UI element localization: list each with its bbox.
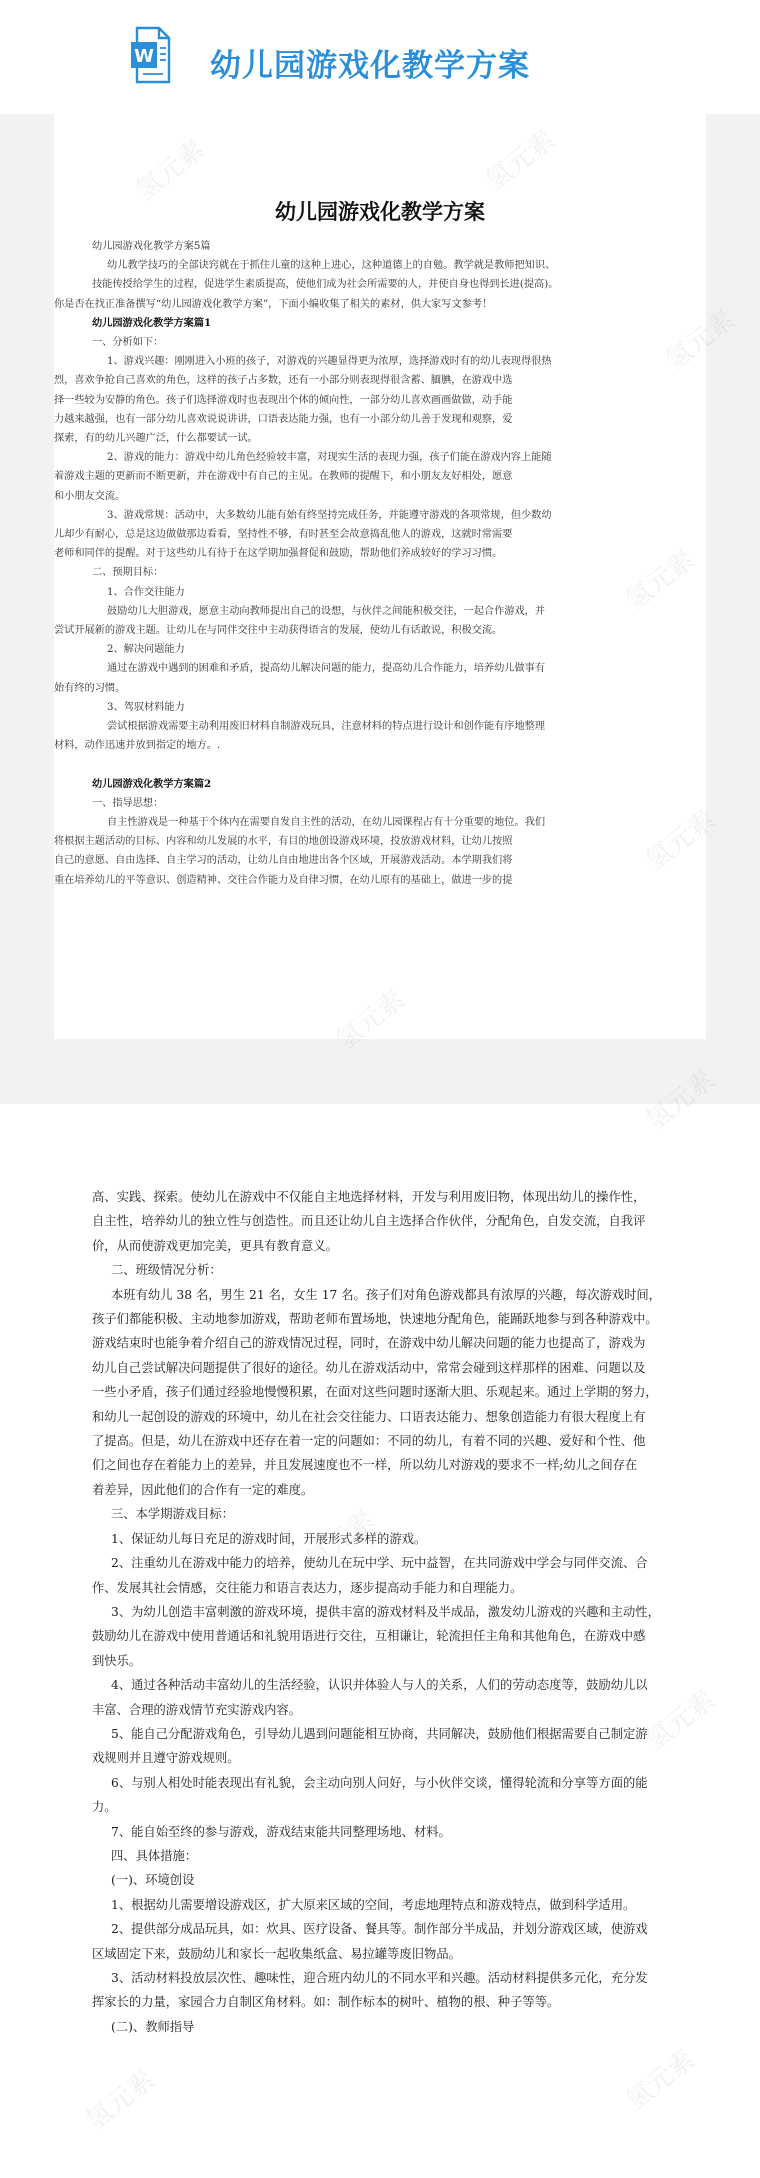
text-line: 和幼儿一起创设的游戏的环境中，幼儿在社会交往能力、口语表达能力、想象创造能力有很大程度上有 <box>92 1409 646 1424</box>
text-line: 一、分析如下： <box>92 337 164 349</box>
text-line: 尝试开展新的游戏主题。让幼儿在与同伴交往中主动获得语言的发展，使幼儿有话敢说，积极交流。 <box>54 625 503 637</box>
page1-body <box>54 237 706 890</box>
text-line: 2、提供部分成品玩具，如：炊具、医疗设备、餐具等。制作部分半成品，并划分游戏区域，使游戏 <box>111 1922 648 1937</box>
text-line: 和小朋友交流。 <box>54 490 126 502</box>
text-line: 幼儿园游戏化教学方案5篇 <box>92 241 211 252</box>
document-page-1 <box>54 114 706 1039</box>
text-line: (一)、环境创设 <box>111 1873 195 1888</box>
text-line: 力越来越强，也有一部分幼儿喜欢说说讲讲，口语表达能力强，也有一小部分幼儿善于发现和观察，爱 <box>54 413 513 425</box>
text-line: 戏规则并且遵守游戏规则。 <box>92 1751 240 1766</box>
text-line: 烈，喜欢争抢自己喜欢的角色，这样的孩子占多数，还有一小部分则表现得很含蓄、腼腆，在游戏中选 <box>54 375 513 387</box>
watermark: 氢元素 <box>620 2044 701 2117</box>
text-line: 7、能自始至终的参与游戏，游戏结束能共同整理场地、材料。 <box>111 1824 451 1839</box>
text-line: 二、预期目标： <box>92 567 164 579</box>
text-line: 6、与别人相处时能表现出有礼貌，会主动向别人问好，与小伙伴交谈，懂得轮流和分享等方面的能 <box>111 1775 648 1790</box>
text-line: 3、为幼儿创造丰富刺激的游戏环境，提供丰富的游戏材料及半成品，激发幼儿游戏的兴趣和主动性， <box>111 1604 660 1619</box>
text-line: 鼓励幼儿大胆游戏，愿意主动向教师提出自己的设想，与伙伴之间能积极交往，一起合作游戏，并 <box>107 605 546 617</box>
text-line: (二)、教师指导 <box>111 2019 195 2034</box>
text-line: 技能传授给学生的过程，促进学生素质提高，使他们成为社会所需要的人，并使自身也得到长进(提高)。 <box>92 279 559 291</box>
text-line: 力。 <box>92 1800 117 1815</box>
word-document-icon <box>131 26 173 86</box>
text-line: 二、班级情况分析： <box>111 1263 222 1278</box>
text-line: 通过在游戏中遇到的困难和矛盾，提高幼儿解决问题的能力，提高幼儿合作能力，培养幼儿做事有 <box>107 663 546 675</box>
watermark: 氢元素 <box>80 2064 161 2137</box>
text-line: 1、保证幼儿每日充足的游戏时间，开展形式多样的游戏。 <box>111 1531 427 1546</box>
text-line: 1、合作交往能力 <box>107 586 185 598</box>
document-title: 幼儿园游戏化教学方案 <box>275 199 485 224</box>
text-line: 1、根据幼儿需要增设游戏区，扩大原来区域的空间，考虑地理特点和游戏特点，做到科学适用。 <box>111 1897 636 1912</box>
text-line: 始有终的习惯。 <box>54 682 126 694</box>
text-line: 老师和同伴的提醒。对于这些幼儿有待于在这学期加强督促和鼓励，帮助他们养成较好的学习习惯。 <box>54 548 503 560</box>
text-line: 幼儿自己尝试解决问题提供了很好的途径。幼儿在游戏活动中，常常会碰到这样那样的困难、问题以及 <box>92 1360 646 1375</box>
text-line: 高、实践、探索。使幼儿在游戏中不仅能自主地选择材料，开发与利用废旧物，体现出幼儿的操作性， <box>92 1190 646 1204</box>
text-line: 四、具体措施： <box>111 1848 198 1863</box>
text-line: 区域固定下来，鼓励幼儿和家长一起收集纸盒、易拉罐等废旧物品。 <box>92 1946 461 1961</box>
text-line: 本班有幼儿 38 名，男生 21 名，女生 17 名。孩子们对角色游戏都具有浓厚的兴趣，每次游戏时间， <box>111 1287 661 1302</box>
text-line: 4、通过各种活动丰富幼儿的生活经验，认识并体验人与人的关系，人们的劳动态度等，鼓励幼儿以 <box>111 1678 648 1693</box>
text-line: 你是否在找正准备撰写“幼儿园游戏化教学方案”，下面小编收集了相关的素材，供大家写文参考！ <box>54 298 493 310</box>
text-line: 将根据主题活动的目标、内容和幼儿发展的水平，有目的地创设游戏环境，投放游戏材料，让幼儿按照 <box>54 836 513 848</box>
svg-text:W: W <box>134 46 154 67</box>
text-line: 一、指导思想： <box>92 797 164 809</box>
text-line: 择一些较为安静的角色。孩子们选择游戏时也表现出个体的倾向性，一部分幼儿喜欢画画做做，动手能 <box>54 394 513 406</box>
text-line: 到快乐。 <box>92 1653 142 1668</box>
text-line: 一些小矛盾，孩子们通过经验地慢慢积累，在面对这些问题时逐渐大胆、乐观起来。通过上学期的努力， <box>92 1385 658 1400</box>
text-line: 价，从而使游戏更加完美，更具有教育意义。 <box>92 1238 338 1253</box>
text-line: 3、驾驭材料能力 <box>107 701 185 713</box>
text-line: 了提高。但是，幼儿在游戏中还存在着一定的问题如：不同的幼儿，有着不同的兴趣、爱好和个性、他 <box>92 1434 646 1449</box>
text-line: 2、游戏的能力：游戏中幼儿角色经验较丰富，对现实生活的表现力强，孩子们能在游戏内容上能随 <box>107 452 552 464</box>
text-line: 三、本学期游戏目标： <box>111 1507 234 1522</box>
text-line: 2、解决问题能力 <box>107 644 185 656</box>
text-line: 尝试根据游戏需要主动利用废旧材料自制游戏玩具，注意材料的特点进行设计和创作能有序地整理 <box>107 721 546 733</box>
text-line: 鼓励幼儿在游戏中使用普通话和礼貌用语进行交往，互相谦让，轮流担任主角和其他角色，在游戏中感 <box>92 1629 646 1644</box>
text-line: 自主性，培养幼儿的独立性与创造性。而且还让幼儿自主选择合作伙伴，分配角色，自发交流，自我评 <box>92 1214 646 1229</box>
section-heading: 幼儿园游戏化教学方案篇2 <box>92 777 212 790</box>
text-line: 作、发展其社会情感，交往能力和语言表达力，逐步提高动手能力和自理能力。 <box>92 1580 523 1595</box>
text-line: 3、活动材料投放层次性、趣味性，迎合班内幼儿的不同水平和兴趣。活动材料提供多元化，充分发 <box>111 1971 648 1985</box>
text-line: 孩子们都能积极、主动地参加游戏，帮助老师布置场地，快速地分配角色，能踊跃地参与到各种游戏中。 <box>92 1312 658 1327</box>
text-line: 探索，有的幼儿兴趣广泛，什么都要试一试。 <box>54 433 258 445</box>
text-line: 自主性游戏是一种基于个体内在需要自发自主性的活动，在幼儿园课程占有十分重要的地位。我们 <box>107 817 546 829</box>
document-page-2-body <box>92 1185 682 2039</box>
text-line: 自己的意愿、自由选择、自主学习的活动，让幼儿自由地进出各个区域，开展游戏活动。本学期我们将 <box>54 855 513 867</box>
watermark: 氢元素 <box>300 1504 381 1577</box>
text-line: 幼儿教学技巧的全部诀窍就在于抓住儿童的这种上进心，这种道德上的自勉。教学就是教师把知识、 <box>107 260 556 272</box>
text-line: 着差异，因此他们的合作有一定的难度。 <box>92 1482 314 1497</box>
text-line: 挥家长的力量，家园合力自制区角材料。如：制作标本的树叶、植物的根、种子等等。 <box>92 1995 560 2010</box>
text-line: 5、能自己分配游戏角色，引导幼儿遇到问题能相互协商，共同解决，鼓励他们根据需要自己制定游 <box>111 1726 648 1741</box>
section-heading: 幼儿园游戏化教学方案篇1 <box>92 316 212 329</box>
text-line: 2、注重幼儿在游戏中能力的培养，使幼儿在玩中学、玩中益智，在共同游戏中学会与同伴交流、合 <box>111 1556 648 1571</box>
text-line: 3、游戏常规：活动中，大多数幼儿能有始有终坚持完成任务，并能遵守游戏的各项常规，但少数幼 <box>107 509 552 521</box>
text-line: 们之间也存在着能力上的差异，并且发展速度也不一样，所以幼儿对游戏的要求不一样;幼儿之间存在 <box>92 1458 638 1473</box>
banner <box>0 0 760 114</box>
text-line: 儿却少有耐心，总是这边做做那边看看，坚持性不够，有时甚至会故意捣乱他人的游戏，这就时常需要 <box>54 529 513 541</box>
banner-title: 幼儿园游戏化教学方案 <box>210 48 530 84</box>
watermark: 氢元素 <box>640 1684 721 1757</box>
text-line: 材料，动作迅速并放到指定的地方。. <box>54 740 221 752</box>
text-line: 游戏结束时也能争着介绍自己的游戏情况过程，同时，在游戏中幼儿解决问题的能力也提高了，游戏为 <box>92 1336 646 1351</box>
text-line: 1、游戏兴趣：刚刚进入小班的孩子，对游戏的兴趣显得更为浓厚，选择游戏时有的幼儿表现得很热 <box>107 356 552 368</box>
text-line: 着游戏主题的更新而不断更新，并在游戏中有自己的主见。在教师的提醒下，和小朋友友好相处，愿意 <box>54 471 513 483</box>
text-line: 丰富、合理的游戏情节充实游戏内容。 <box>92 1702 302 1717</box>
text-line: 重在培养幼儿的平等意识、创造精神、交往合作能力及自律习惯，在幼儿原有的基础上，做进一步的提 <box>54 874 513 886</box>
